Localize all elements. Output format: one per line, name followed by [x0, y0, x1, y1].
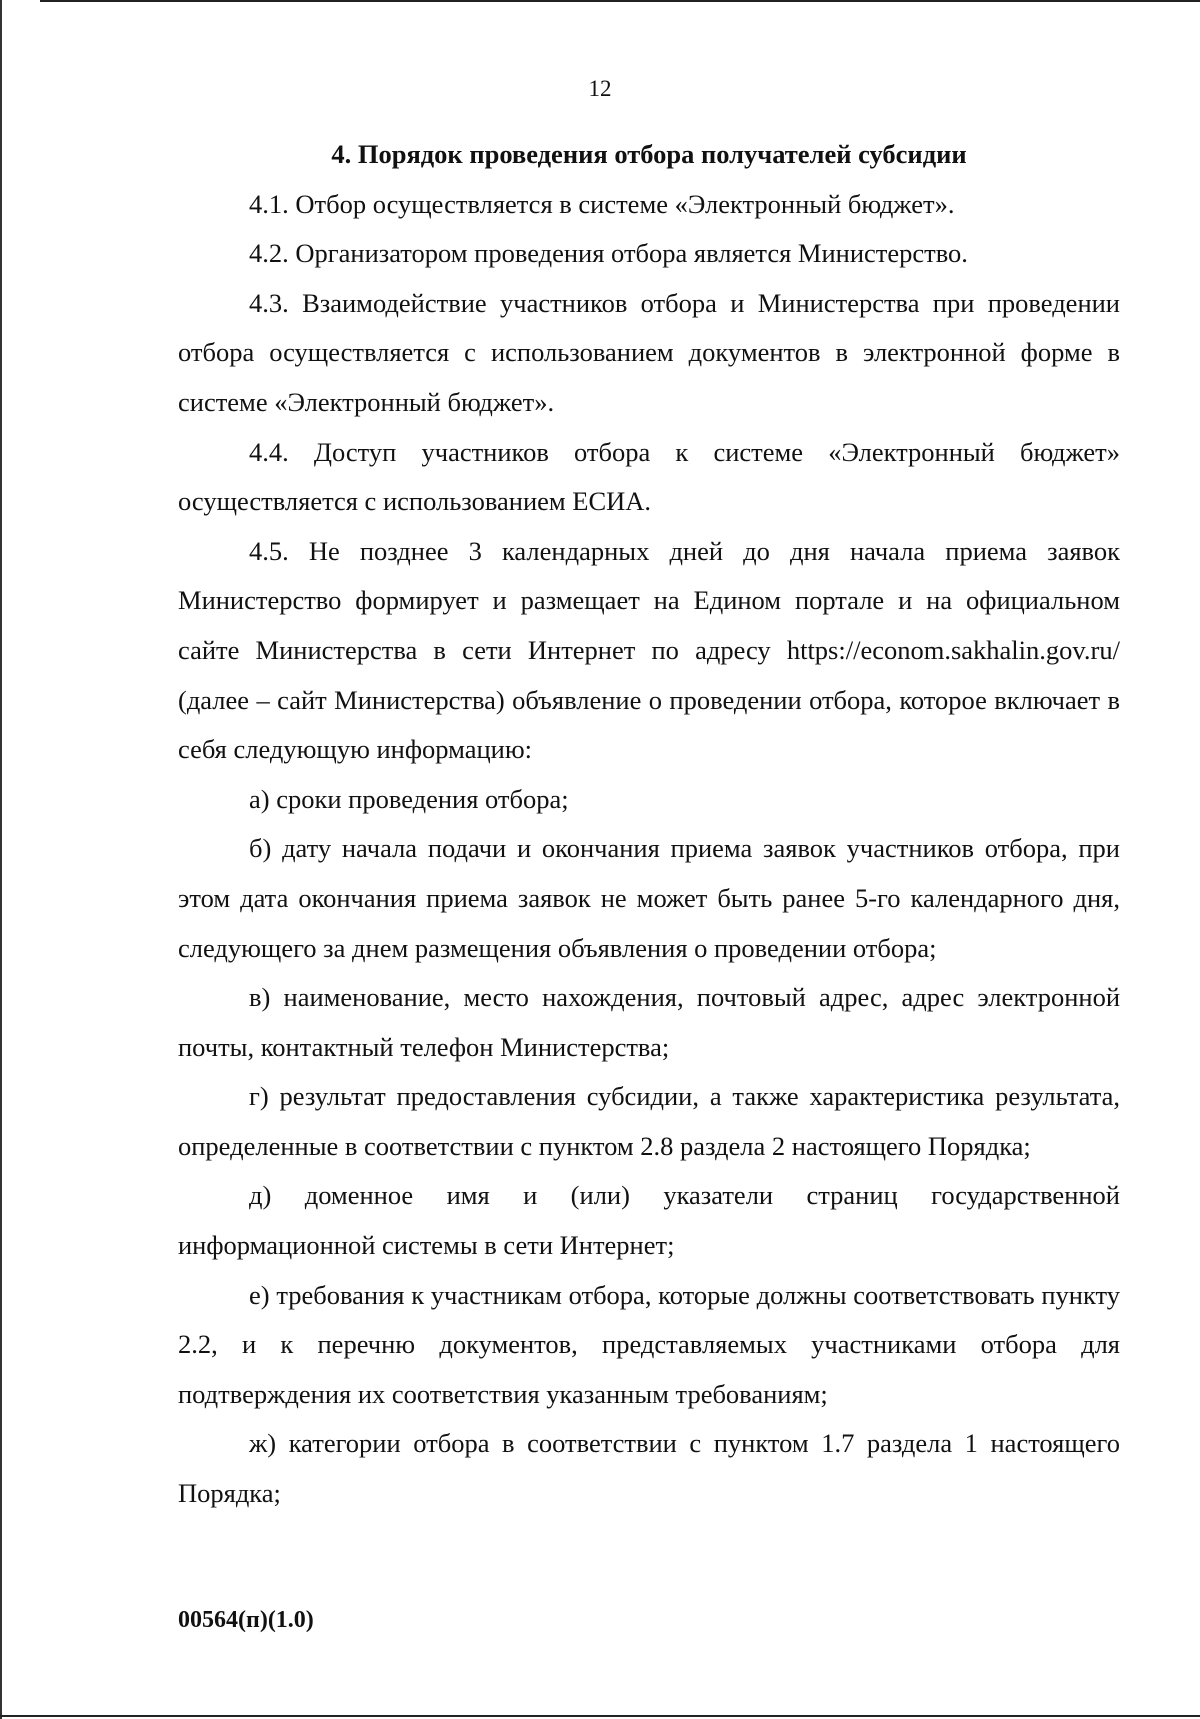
document-body	[178, 130, 1120, 1519]
paragraph-4-1: 4.1. Отбор осуществляется в системе «Электронный бюджет».	[249, 188, 955, 219]
list-item-zh: ж) категории отбора в соответствии с пунктом 1.7 раздела 1 настоящего Порядка;	[178, 1428, 1120, 1509]
scan-edge-left	[0, 0, 2, 1719]
scan-edge-top	[40, 0, 1200, 2]
list-item-a: а) сроки проведения отбора;	[249, 783, 569, 814]
list-item-b: б) дату начала подачи и окончания приема заявок участников отбора, при этом дата окончания приема заявок не может быть ранее 5-го календарного дня, следующего за днем размещения объявления о проведении отбора;	[178, 833, 1120, 963]
section-title: 4. Порядок проведения отбора получателей субсидии	[331, 139, 967, 169]
list-item-v: в) наименование, место нахождения, почтовый адрес, адрес электронной почты, контактный телефон Министерства;	[178, 982, 1120, 1062]
list-item-g: г) результат предоставления субсидии, а также характеристика результата, определенные в соответствии с пунктом 2.8 раздела 2 настоящего Порядка;	[178, 1081, 1120, 1161]
paragraph-4-3: 4.3. Взаимодействие участников отбора и Министерства при проведении отбора осуществляется с использованием документов в электронной форме в системе «Электронный бюджет».	[178, 287, 1120, 417]
scan-edge-bottom	[0, 1715, 1200, 1717]
page-number: 12	[588, 76, 612, 101]
list-item-d: д) доменное имя и (или) указатели страниц государственной информационной системы в сети Интернет;	[178, 1180, 1120, 1261]
list-item-e: е) требования к участникам отбора, которые должны соответствовать пункту 2.2, и к перечню документов, представляемых участниками отбора для подтверждения их соответствия указанным требованиям;	[178, 1279, 1120, 1409]
paragraph-4-5: 4.5. Не позднее 3 календарных дней до дня начала приема заявок Министерство формирует и размещает на Едином портале и на официальном сайте Министерства в сети Интернет по адресу https://econom.sakhalin.gov.ru/ (далее – сайт Министерства) объявление о проведении отбора, которое включает в себя следующую информацию:	[178, 535, 1120, 765]
paragraph-4-4: 4.4. Доступ участников отбора к системе «Электронный бюджет» осуществляется с использованием ЕСИА.	[178, 436, 1120, 517]
document-code: 00564(п)(1.0)	[178, 1607, 314, 1633]
paragraph-4-2: 4.2. Организатором проведения отбора является Министерство.	[249, 238, 968, 269]
